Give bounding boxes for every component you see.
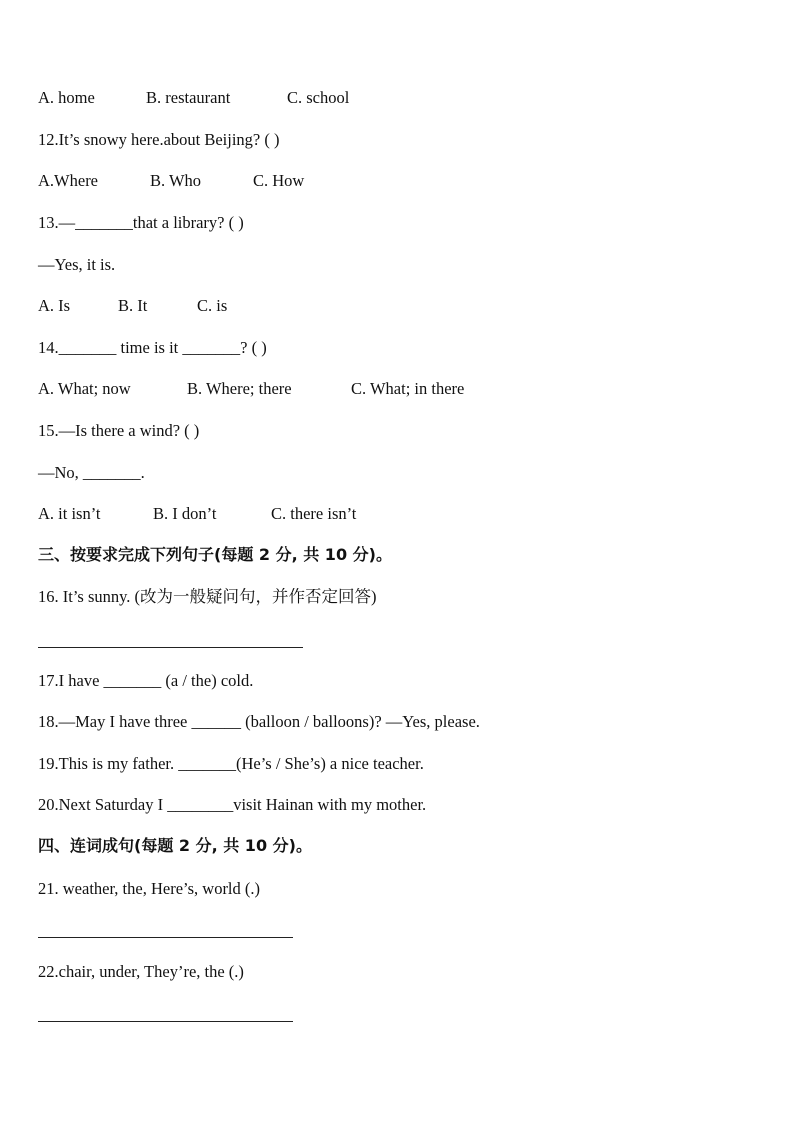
q11-option-c[interactable]: C. school <box>287 88 350 107</box>
q17-stem: 17.I have _______ (a / the) cold. <box>38 671 254 690</box>
q13-option-c[interactable]: C. is <box>197 296 228 315</box>
q13-stem: 13.—_______that a library? ( ) <box>38 213 244 232</box>
q12-option-a[interactable]: A.Where <box>38 171 99 190</box>
q12-option-c[interactable]: C. How <box>253 171 305 190</box>
q13-option-b[interactable]: B. It <box>118 296 148 315</box>
section4-heading: 四、连词成句(每题 2 分, 共 10 分)。 <box>38 836 312 855</box>
q20-stem: 20.Next Saturday I ________visit Hainan with my mother. <box>38 795 427 814</box>
q11-option-b[interactable]: B. restaurant <box>146 88 231 107</box>
q19-stem: 19.This is my father. _______(He’s / She’s) a nice teacher. <box>38 754 424 773</box>
q14-option-b[interactable]: B. Where; there <box>187 379 292 398</box>
q15-option-c[interactable]: C. there isn’t <box>271 504 357 523</box>
q15-option-a[interactable]: A. it isn’t <box>38 504 101 523</box>
q14-option-a[interactable]: A. What; now <box>38 379 131 398</box>
q15-reply: —No, _______. <box>38 463 145 482</box>
q14-option-c[interactable]: C. What; in there <box>351 379 465 398</box>
q16-answer-line[interactable] <box>38 647 303 648</box>
q15-stem: 15.—Is there a wind? ( ) <box>38 421 200 440</box>
q18-stem: 18.—May I have three ______ (balloon / balloons)? —Yes, please. <box>38 712 480 731</box>
section3-heading: 三、按要求完成下列句子(每题 2 分, 共 10 分)。 <box>38 545 392 564</box>
q16-stem: 16. It’s sunny. (改为一般疑问句，并作否定回答) <box>38 587 377 606</box>
q12-option-b[interactable]: B. Who <box>150 171 202 190</box>
q22-answer-line[interactable] <box>38 1021 293 1022</box>
q15-option-b[interactable]: B. I don’t <box>153 504 217 523</box>
q13-option-a[interactable]: A. Is <box>38 296 71 315</box>
q12-stem: 12.It’s snowy here.about Beijing? ( ) <box>38 130 280 149</box>
q14-stem: 14._______ time is it _______? ( ) <box>38 338 267 357</box>
q13-reply: —Yes, it is. <box>38 255 116 274</box>
q11-option-a[interactable]: A. home <box>38 88 95 107</box>
q21-answer-line[interactable] <box>38 937 293 938</box>
q22-stem: 22.chair, under, They’re, the (.) <box>38 962 244 981</box>
q21-stem: 21. weather, the, Here’s, world (.) <box>38 879 261 898</box>
